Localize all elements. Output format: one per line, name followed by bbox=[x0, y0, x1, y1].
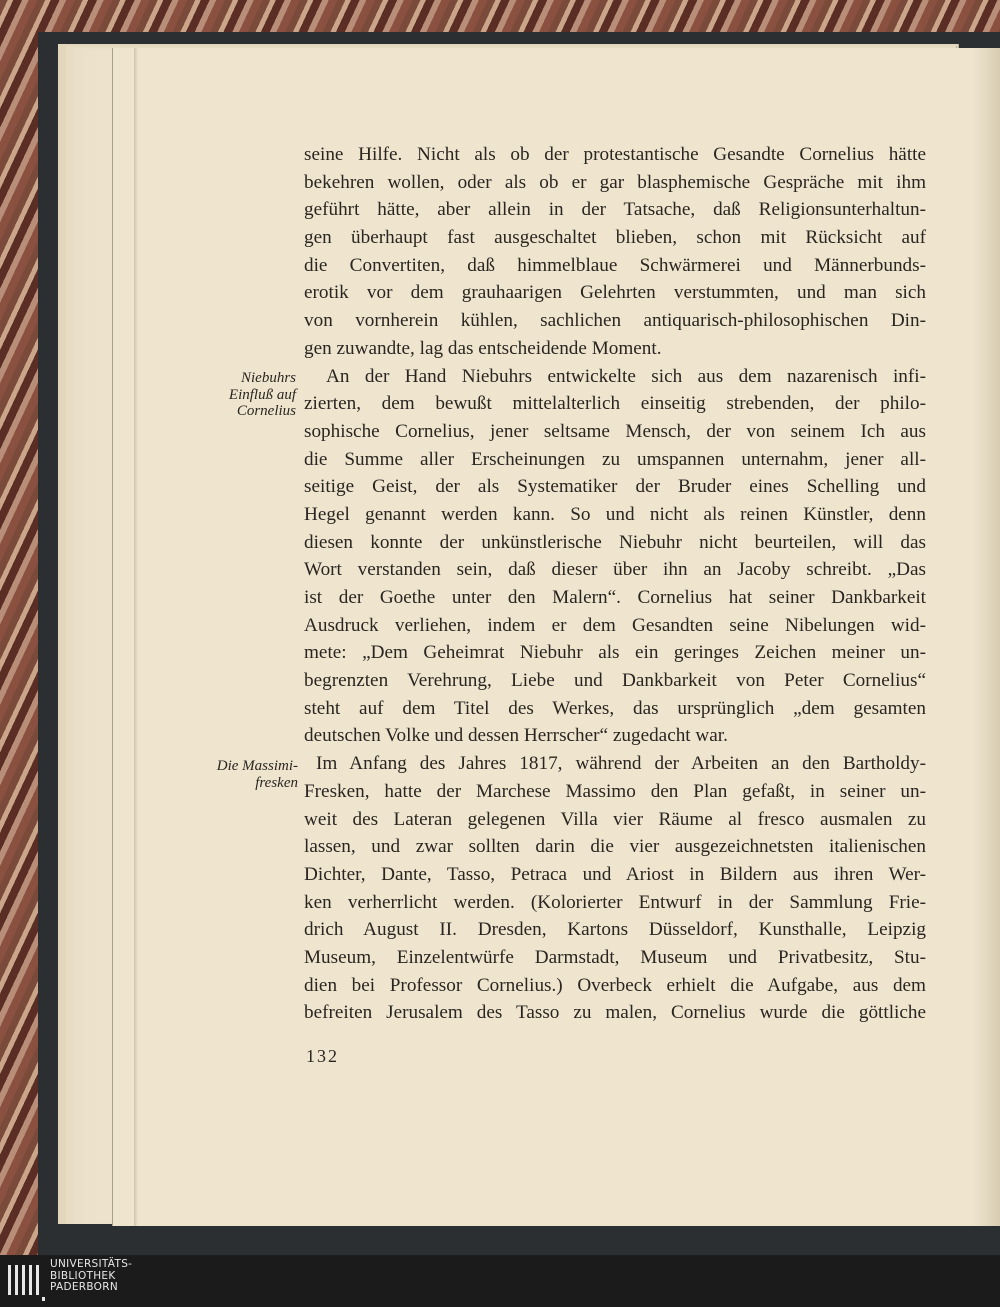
text-line: dien bei Professor Cornelius.) Overbeck erhielt die Aufgabe, aus dem bbox=[304, 974, 926, 996]
text-line: bekehren wollen, oder als ob er gar blasphemische Gespräche mit ihm bbox=[304, 171, 926, 193]
text-line: steht auf dem Titel des Werkes, das ursprünglich „dem gesamten bbox=[304, 697, 926, 719]
library-footer bbox=[0, 1255, 1000, 1307]
text-line: die Convertiten, daß himmelblaue Schwärmerei und Männerbunds- bbox=[304, 254, 926, 276]
text-line: sophische Cornelius, jener seltsame Mensch, der von seinem Ich aus bbox=[304, 420, 926, 442]
library-logo-icon bbox=[6, 1259, 46, 1303]
text-line: ken verherrlicht werden. (Kolorierter Entwurf in der Sammlung Frie- bbox=[304, 891, 926, 913]
library-name bbox=[50, 1259, 132, 1294]
text-line: ist der Goethe unter den Malern“. Cornelius hat seiner Dankbarkeit bbox=[304, 587, 926, 608]
library-line: BIBLIOTHEK bbox=[50, 1269, 116, 1282]
text-line: weit des Lateran gelegenen Villa vier Räume al fresco ausmalen zu bbox=[304, 808, 926, 830]
text-line: mete: „Dem Geheimrat Niebuhr als ein geringes Zeichen meiner un- bbox=[304, 642, 926, 664]
text-line: befreiten Jerusalem des Tasso zu malen, Cornelius wurde die göttliche bbox=[304, 1002, 926, 1024]
text-line: deutschen Volke und dessen Herrscher“ zugedacht war. bbox=[304, 725, 728, 747]
marginal-line: Einfluß auf bbox=[228, 386, 296, 403]
text-line: Museum, Einzelentwürfe Darmstadt, Museum und Privatbesitz, Stu- bbox=[304, 946, 926, 968]
text-line: lassen, und zwar sollten darin die vier ausgezeichnetsten italienischen bbox=[304, 836, 926, 858]
library-line: UNIVERSITÄTS- bbox=[50, 1258, 133, 1270]
text-line: begrenzten Verehrung, Liebe und Dankbarkeit von Peter Cornelius“ bbox=[304, 670, 926, 692]
text-line: geführt hätte, aber allein in der Tatsache, daß Religionsunterhaltun- bbox=[304, 199, 926, 221]
text-line: Im Anfang des Jahres 1817, während der Arbeiten an den Bartholdy- bbox=[316, 753, 926, 775]
text-line: diesen konnte der unkünstlerische Niebuhr nicht beurteilen, will das bbox=[304, 531, 926, 553]
text-line: Wort verstanden sein, daß dieser über ihn an Jacoby schreibt. „Das bbox=[304, 559, 926, 581]
marginal-note-niebuhr bbox=[196, 370, 296, 420]
text-line: Dichter, Dante, Tasso, Petraca und Ariost in Bildern aus ihren Wer- bbox=[304, 863, 926, 885]
text-line: die Summe aller Erscheinungen zu umspannen unternahm, jener all- bbox=[304, 448, 926, 470]
text-line: zierten, dem bewußt mittelalterlich einseitig strebenden, der philo- bbox=[304, 393, 926, 415]
text-line: seitige Geist, der als Systematiker der Bruder eines Schelling und bbox=[304, 476, 926, 498]
text-line: Fresken, hatte der Marchese Massimo den Plan gefaßt, in seiner un- bbox=[304, 780, 926, 802]
marginal-line: Niebuhrs bbox=[240, 370, 296, 386]
page-number: 132 bbox=[306, 1046, 339, 1066]
marginal-line: Cornelius bbox=[236, 403, 296, 419]
marginal-note-massimi bbox=[186, 758, 298, 791]
text-line: seine Hilfe. Nicht als ob der protestantische Gesandte Cornelius hätte bbox=[304, 144, 926, 165]
library-line: PADERBORN bbox=[50, 1281, 118, 1293]
marginal-line: fresken bbox=[255, 774, 298, 791]
text-line: erotik vor dem grauhaarigen Gelehrten verstummten, und man sich bbox=[304, 282, 926, 304]
page-shadow bbox=[972, 48, 1000, 1226]
page-gutter bbox=[134, 48, 138, 1226]
body-text bbox=[304, 141, 926, 1027]
text-line: An der Hand Niebuhrs entwickelte sich aus dem nazarenisch infi- bbox=[326, 365, 926, 387]
text-line: Hegel genannt werden kann. So und nicht als reinen Künstler, denn bbox=[304, 503, 926, 525]
marginal-line: Die Massimi- bbox=[216, 758, 298, 774]
text-line: von vornherein kühlen, sachlichen antiquarisch-philosophischen Din- bbox=[304, 310, 926, 332]
text-line: Ausdruck verliehen, indem er dem Gesandten seine Nibelungen wid- bbox=[304, 614, 926, 636]
text-line: gen überhaupt fast ausgeschaltet blieben, schon mit Rücksicht auf bbox=[304, 227, 926, 249]
text-line: gen zuwandte, lag das entscheidende Moment. bbox=[304, 337, 662, 359]
text-line: drich August II. Dresden, Kartons Düsseldorf, Kunsthalle, Leipzig bbox=[304, 919, 926, 941]
